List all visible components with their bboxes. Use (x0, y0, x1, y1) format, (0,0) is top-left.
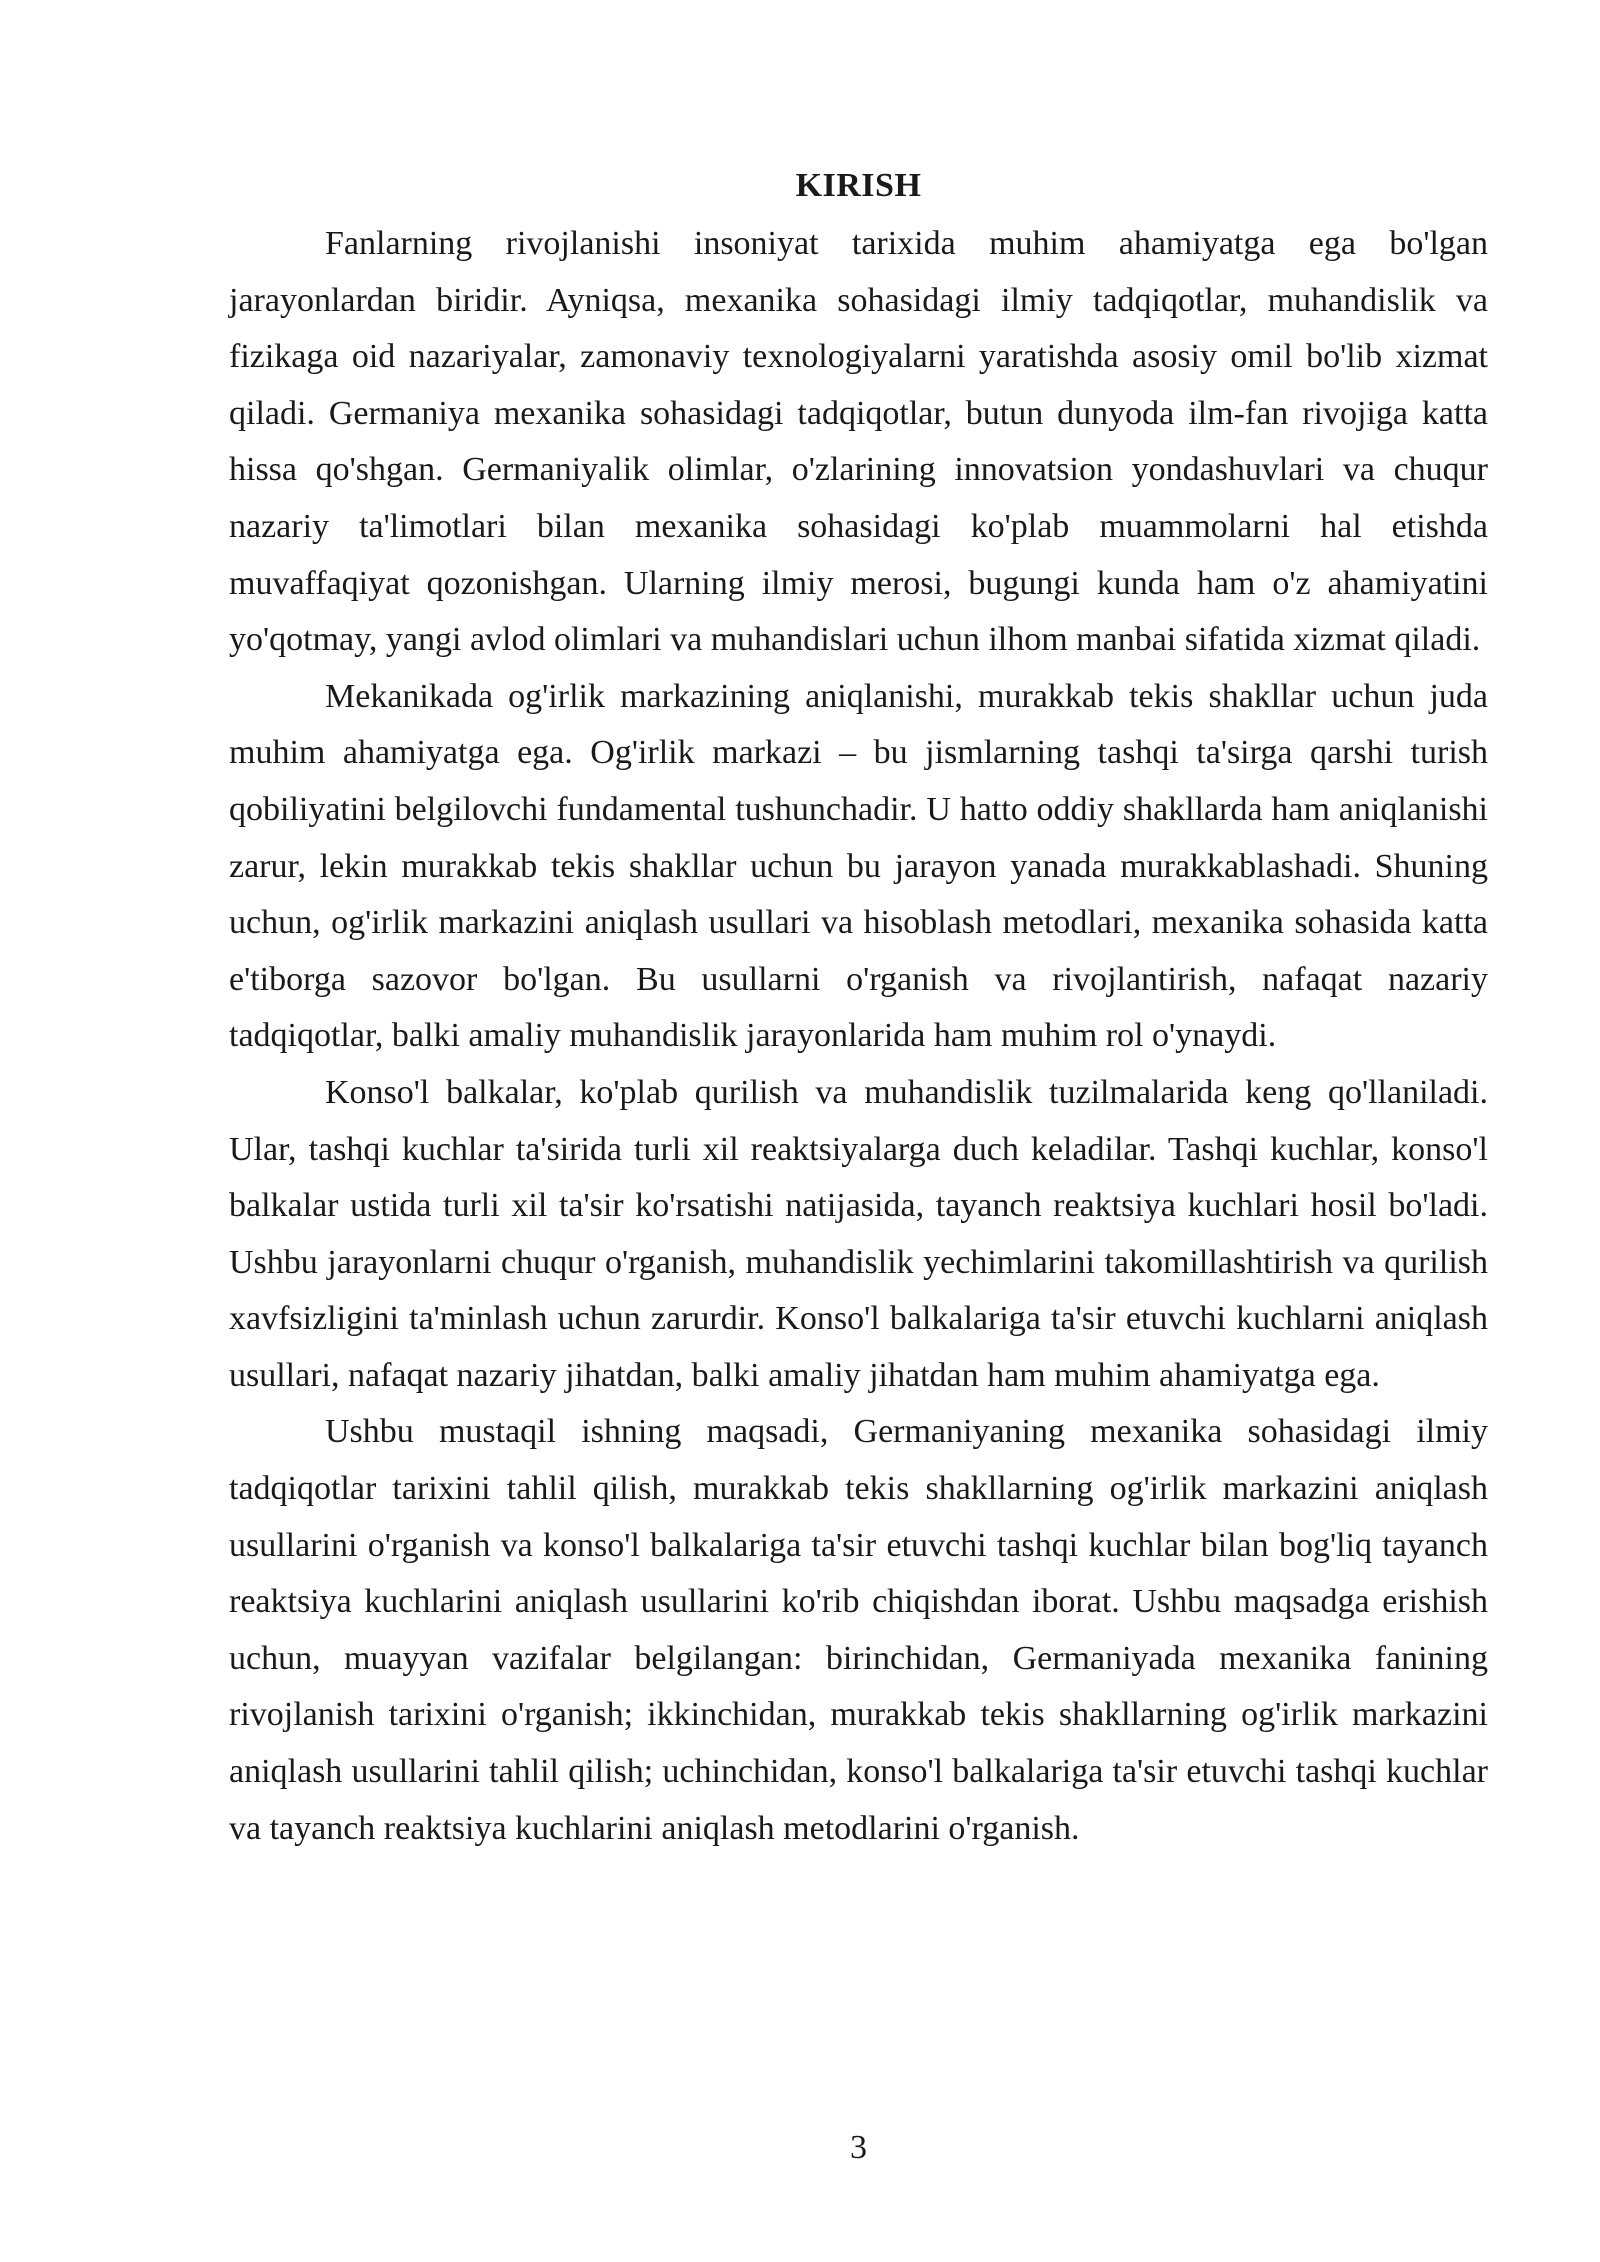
page-number: 3 (850, 2129, 867, 2166)
paragraph-cantilever-beams: Konso'l balkalar, ko'plab qurilish va muhandislik tuzilmalarida keng qo'llaniladi. Ular, tashqi kuchlar ta'sirida turli xil reaktsiyalarga duch keladilar. Tashqi kuchlar, konso'l balkalar ustida turli xil ta'sir ko'rsatishi natijasida, tayanch reaktsiya kuchlari hosil bo'ladi. Ushbu jarayonlarni chuqur o'rganish, muhandislik yechimlarini takomillashtirish va qurilish xavfsizligini ta'minlash uchun zarurdir. Konso'l balkalariga ta'sir etuvchi kuchlarni aniqlash usullari, nafaqat nazariy jihatdan, balki amaliy jihatdan ham muhim ahamiyatga ega. (229, 1073, 1488, 1394)
paragraph-intro: Fanlarning rivojlanishi insoniyat tarixida muhim ahamiyatga ega bo'lgan jarayonlardan biridir. Ayniqsa, mexanika sohasidagi ilmiy tadqiqotlar, muhandislik va fizikaga oid nazariyalar, zamonaviy texnologiyalarni yaratishda asosiy omil bo'lib xizmat qiladi. Germaniya mexanika sohasidagi tadqiqotlar, butun dunyoda ilm-fan rivojiga katta hissa qo'shgan. Germaniyalik olimlar, o'zlarining innovatsion yondashuvlari va chuqur nazariy ta'limotlari bilan mexanika sohasidagi ko'plab muammolarni hal etishda muvaffaqiyat qozonishgan. Ularning ilmiy merosi, bugungi kunda ham o'z ahamiyatini yo'qotmay, yangi avlod olimlari va muhandislari uchun ilhom manbai sifatida xizmat qiladi. (229, 225, 1488, 659)
paragraph-objectives: Ushbu mustaqil ishning maqsadi, Germaniyaning mexanika sohasidagi ilmiy tadqiqotlar tarixini tahlil qilish, murakkab tekis shakllarning og'irlik markazini aniqlash usullarini o'rganish va konso'l balkalariga ta'sir etuvchi tashqi kuchlar bilan bog'liq tayanch reaktsiya kuchlarini aniqlash usullarini ko'rib chiqishdan iborat. Ushbu maqsadga erishish uchun, muayyan vazifalar belgilangan: birinchidan, Germaniyada mexanika fanining rivojlanish tarixini o'rganish; ikkinchidan, murakkab tekis shakllarning og'irlik markazini aniqlash usullarini tahlil qilish; uchinchidan, konso'l balkalariga ta'sir etuvchi tashqi kuchlar va tayanch reaktsiya kuchlarini aniqlash metodlarini o'rganish. (229, 1413, 1488, 1847)
page-content (229, 160, 1488, 1857)
section-heading: KIRISH (795, 167, 922, 204)
paragraph-center-of-gravity: Mekanikada og'irlik markazining aniqlanishi, murakkab tekis shakllar uchun juda muhim ahamiyatga ega. Og'irlik markazi – bu jismlarning tashqi ta'sirga qarshi turish qobiliyatini belgilovchi fundamental tushunchadir. U hatto oddiy shakllarda ham aniqlanishi zarur, lekin murakkab tekis shakllar uchun bu jarayon yanada murakkablashadi. Shuning uchun, og'irlik markazini aniqlash usullari va hisoblash metodlari, mexanika sohasida katta e'tiborga sazovor bo'lgan. Bu usullarni o'rganish va rivojlantirish, nafaqat nazariy tadqiqotlar, balki amaliy muhandislik jarayonlarida ham muhim rol o'ynaydi. (229, 677, 1488, 1055)
